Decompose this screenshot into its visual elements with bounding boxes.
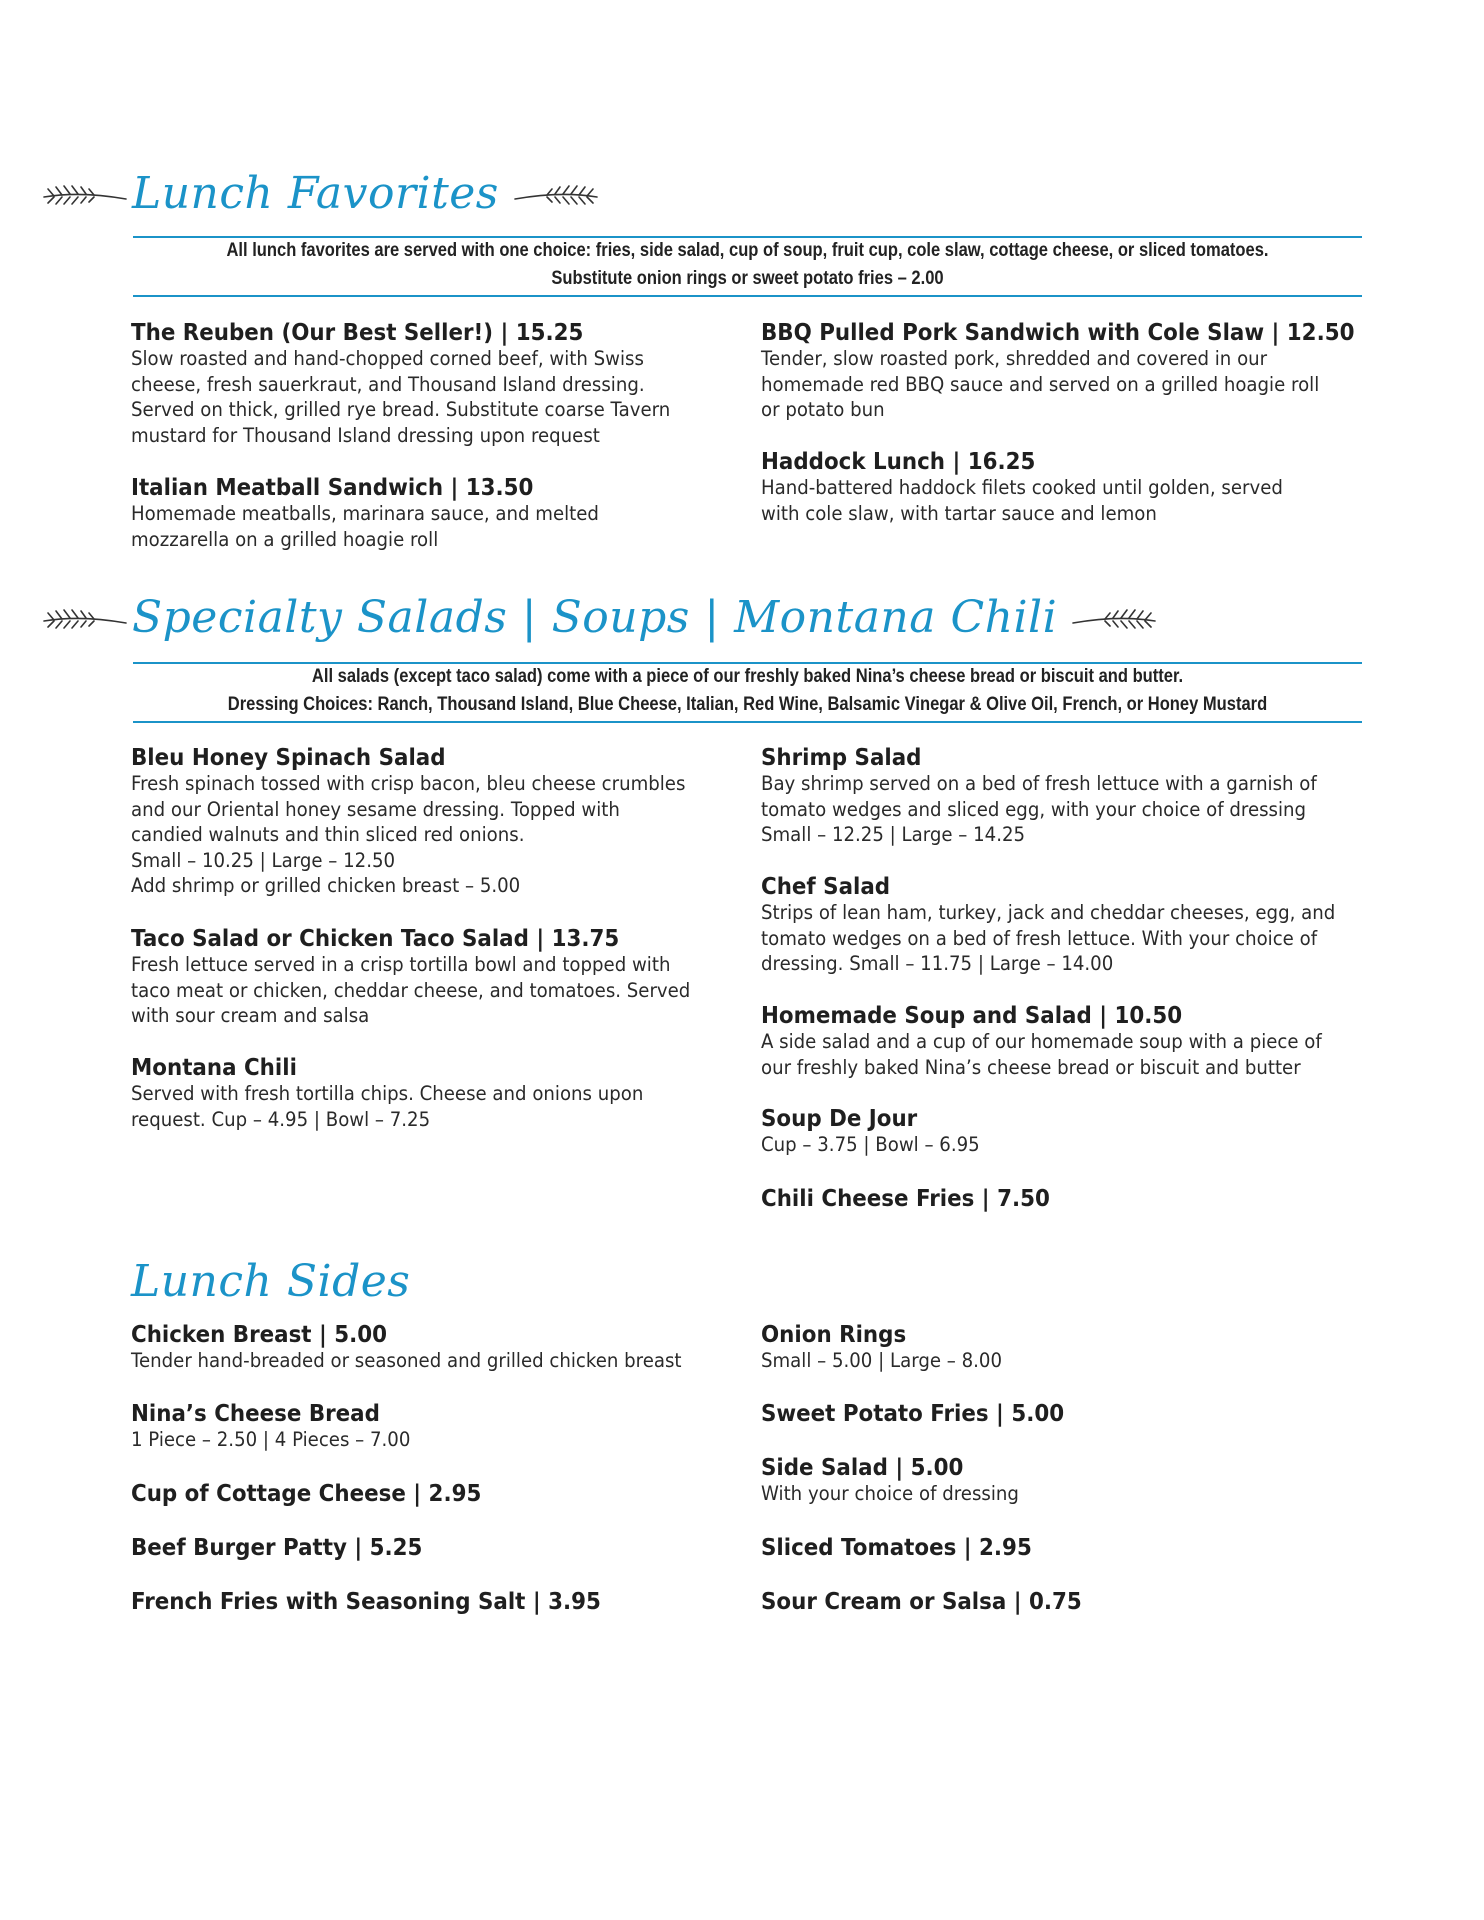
- divider: [133, 721, 1362, 723]
- item-name: Taco Salad or Chicken Taco Salad | 13.75: [131, 926, 620, 952]
- item-name: Sliced Tomatoes | 2.95: [761, 1535, 1032, 1561]
- item-name: Sweet Potato Fries | 5.00: [761, 1401, 1065, 1427]
- item-name: Soup De Jour: [761, 1106, 918, 1132]
- item-name: Homemade Soup and Salad | 10.50: [761, 1003, 1183, 1029]
- item-description: Tender hand-breaded or seasoned and grilled chicken breast: [131, 1349, 682, 1372]
- dressing-choices-label: Dressing Choices:: [227, 694, 373, 715]
- item-description: A side salad and a cup of our homemade soup with a piece of our freshly baked Nina’s cheese bread or biscuit and butter: [761, 1030, 1322, 1079]
- item-description: Strips of lean ham, turkey, jack and cheddar cheeses, egg, and tomato wedges on a bed of fresh lettuce. With your choice of dressing. Small – 11.75 | Large – 14.00: [761, 901, 1336, 975]
- lunch-sides-header: [131, 1256, 411, 1307]
- item-description: Small – 5.00 | Large – 8.00: [761, 1349, 1002, 1372]
- menu-item: [131, 926, 731, 1029]
- dressing-choices: [213, 694, 1282, 716]
- salads-note: All salads (except taco salad) come with a piece of our freshly baked Nina’s cheese bread or biscuit and butter.: [311, 666, 1184, 687]
- item-name: Chili Cheese Fries | 7.50: [761, 1186, 1050, 1212]
- item-description: Hand-battered haddock filets cooked until golden, served with cole slaw, with tartar sauce and lemon: [761, 476, 1283, 525]
- item-name: Shrimp Salad: [761, 745, 922, 771]
- menu-item: [131, 1535, 731, 1561]
- menu-item: [131, 1401, 731, 1453]
- wheat-right-icon: [513, 177, 601, 211]
- item-name: Bleu Honey Spinach Salad: [131, 745, 446, 771]
- item-description: Homemade meatballs, marinara sauce, and melted mozzarella on a grilled hoagie roll: [131, 502, 599, 551]
- item-name: Chef Salad: [761, 874, 891, 900]
- item-name: Haddock Lunch | 16.25: [761, 449, 1036, 475]
- menu-item: [761, 1589, 1361, 1615]
- lunch-favorites-substitute-note: Substitute onion rings or sweet potato fries – 2.00: [551, 268, 944, 289]
- dressing-choices-list: Ranch, Thousand Island, Blue Cheese, Italian, Red Wine, Balsamic Vinegar & Olive Oil, French, or Honey Mustard: [372, 694, 1268, 715]
- item-description: 1 Piece – 2.50 | 4 Pieces – 7.00: [131, 1428, 411, 1451]
- item-name: BBQ Pulled Pork Sandwich with Cole Slaw | 12.50: [761, 320, 1355, 346]
- item-description: Fresh spinach tossed with crisp bacon, bleu cheese crumbles and our Oriental honey sesame dressing. Topped with candied walnuts and thin sliced red onions. Small – 10.25 | Large – 12.50 Add shrimp or grilled chicken breast – 5.00: [131, 772, 686, 897]
- item-name: Montana Chili: [131, 1055, 297, 1081]
- item-name: Chicken Breast | 5.00: [131, 1322, 388, 1348]
- salads-header: [40, 592, 1159, 643]
- lunch-favorites-header: [40, 168, 601, 219]
- menu-item: [761, 1401, 1361, 1427]
- item-name: Cup of Cottage Cheese | 2.95: [131, 1481, 482, 1507]
- menu-item: [761, 1186, 1361, 1212]
- divider: [133, 662, 1362, 664]
- item-name: Beef Burger Patty | 5.25: [131, 1535, 423, 1561]
- item-description: With your choice of dressing: [761, 1482, 1019, 1505]
- item-name: Italian Meatball Sandwich | 13.50: [131, 475, 534, 501]
- menu-item: [761, 320, 1361, 423]
- menu-item: [761, 1455, 1361, 1507]
- item-description: Fresh lettuce served in a crisp tortilla bowl and topped with taco meat or chicken, cheddar cheese, and tomatoes. Served with sour cream and salsa: [131, 953, 691, 1027]
- menu-item: [761, 745, 1361, 848]
- wheat-left-icon: [40, 177, 128, 211]
- salads-title: Specialty Salads | Soups | Montana Chili: [132, 592, 1058, 643]
- item-name: Nina’s Cheese Bread: [131, 1401, 380, 1427]
- menu-item: [131, 475, 731, 552]
- item-description: Cup – 3.75 | Bowl – 6.95: [761, 1133, 980, 1156]
- menu-item: [761, 874, 1361, 977]
- item-name: Onion Rings: [761, 1322, 907, 1348]
- menu-item: [131, 1322, 731, 1374]
- lunch-favorites-note: All lunch favorites are served with one choice: fries, side salad, cup of soup, fruit cup, cole slaw, cottage cheese, or sliced tomatoes.: [226, 240, 1269, 261]
- menu-item: [761, 1106, 1361, 1158]
- item-description: Bay shrimp served on a bed of fresh lettuce with a garnish of tomato wedges and sliced egg, with your choice of dressing Small – 12.25 | Large – 14.25: [761, 772, 1317, 846]
- item-name: Sour Cream or Salsa | 0.75: [761, 1589, 1082, 1615]
- item-description: Slow roasted and hand-chopped corned beef, with Swiss cheese, fresh sauerkraut, and Thousand Island dressing. Served on thick, grilled rye bread. Substitute coarse Tavern mustard for Thousand Island dressing upon request: [131, 347, 671, 447]
- item-name: The Reuben (Our Best Seller!) | 15.25: [131, 320, 584, 346]
- divider: [133, 295, 1362, 297]
- menu-item: [761, 1003, 1361, 1080]
- item-description: Tender, slow roasted pork, shredded and covered in our homemade red BBQ sauce and served on a grilled hoagie roll or potato bun: [761, 347, 1320, 421]
- lunch-favorites-title: Lunch Favorites: [132, 168, 499, 219]
- lunch-sides-title: Lunch Sides: [131, 1256, 411, 1307]
- item-description: Served with fresh tortilla chips. Cheese and onions upon request. Cup – 4.95 | Bowl – 7.25: [131, 1082, 644, 1131]
- wheat-right-icon: [1071, 601, 1159, 635]
- wheat-left-icon: [40, 601, 128, 635]
- item-name: Side Salad | 5.00: [761, 1455, 964, 1481]
- menu-item: [761, 1322, 1361, 1374]
- menu-item: [131, 745, 731, 899]
- menu-item: [131, 320, 731, 448]
- item-name: French Fries with Seasoning Salt | 3.95: [131, 1589, 601, 1615]
- menu-item: [131, 1589, 731, 1615]
- divider: [133, 236, 1362, 238]
- menu-item: [131, 1055, 731, 1132]
- menu-item: [761, 449, 1361, 526]
- menu-item: [761, 1535, 1361, 1561]
- menu-item: [131, 1481, 731, 1507]
